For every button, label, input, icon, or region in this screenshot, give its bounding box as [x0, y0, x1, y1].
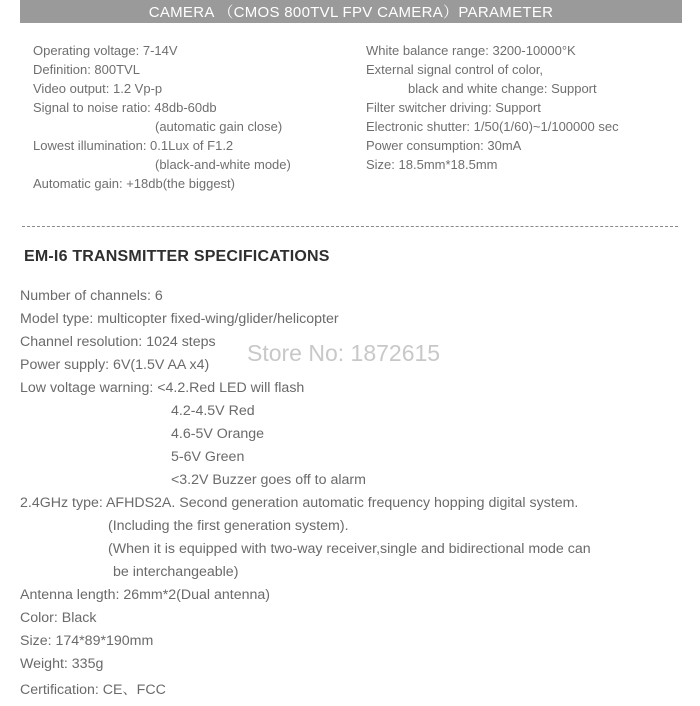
tx-2-4ghz-note-3: be interchangeable) — [113, 564, 239, 580]
tx-certification: Certification: CE、FCC — [20, 682, 166, 698]
tx-low-voltage-warning: Low voltage warning: <4.2.Red LED will flash — [20, 380, 305, 396]
spec-external-signal: External signal control of color, — [366, 62, 544, 77]
tx-antenna-length: Antenna length: 26mm*2(Dual antenna) — [20, 587, 271, 603]
camera-parameter-banner: CAMERA （CMOS 800TVL FPV CAMERA）PARAMETER — [20, 0, 682, 23]
tx-channel-resolution: Channel resolution: 1024 steps — [20, 334, 216, 350]
tx-size: Size: 174*89*190mm — [20, 633, 154, 649]
spec-size: Size: 18.5mm*18.5mm — [366, 157, 498, 172]
tx-2-4ghz-note-1: (Including the first generation system). — [108, 518, 349, 534]
spec-power-consumption: Power consumption: 30mA — [366, 138, 522, 153]
tx-2-4ghz-note-2: (When it is equipped with two-way receiver,single and bidirectional mode can — [108, 541, 591, 557]
spec-lowest-illumination: Lowest illumination: 0.1Lux of F1.2 — [33, 138, 234, 153]
spec-definition: Definition: 800TVL — [33, 62, 140, 77]
spec-filter-switcher: Filter switcher driving: Support — [366, 100, 541, 115]
transmitter-title: EM-I6 TRANSMITTER SPECIFICATIONS — [24, 248, 330, 265]
spec-operating-voltage: Operating voltage: 7-14V — [33, 43, 178, 58]
spec-illumination-note: (black-and-white mode) — [155, 157, 291, 172]
spec-electronic-shutter: Electronic shutter: 1/50(1/60)~1/100000 sec — [366, 119, 619, 134]
tx-power-supply: Power supply: 6V(1.5V AA x4) — [20, 357, 210, 373]
tx-channels: Number of channels: 6 — [20, 288, 163, 304]
tx-weight: Weight: 335g — [20, 656, 104, 672]
tx-voltage-red: 4.2-4.5V Red — [171, 403, 255, 419]
store-watermark: Store No: 1872615 — [247, 340, 441, 366]
tx-color: Color: Black — [20, 610, 97, 626]
tx-voltage-buzzer: <3.2V Buzzer goes off to alarm — [171, 472, 366, 488]
tx-voltage-orange: 4.6-5V Orange — [171, 426, 265, 442]
section-divider — [22, 226, 678, 227]
spec-signal-noise-ratio: Signal to noise ratio: 48db-60db — [33, 100, 217, 115]
spec-video-output: Video output: 1.2 Vp-p — [33, 81, 163, 96]
spec-automatic-gain: Automatic gain: +18db(the biggest) — [33, 176, 235, 191]
spec-white-balance: White balance range: 3200-10000°K — [366, 43, 576, 58]
tx-2-4ghz-type: 2.4GHz type: AFHDS2A. Second generation automatic frequency hopping digital system. — [20, 495, 579, 511]
spec-color-change: black and white change: Support — [408, 81, 597, 96]
tx-model-type: Model type: multicopter fixed-wing/glider/helicopter — [20, 311, 339, 327]
spec-signal-noise-note: (automatic gain close) — [155, 119, 283, 134]
tx-voltage-green: 5-6V Green — [171, 449, 245, 465]
